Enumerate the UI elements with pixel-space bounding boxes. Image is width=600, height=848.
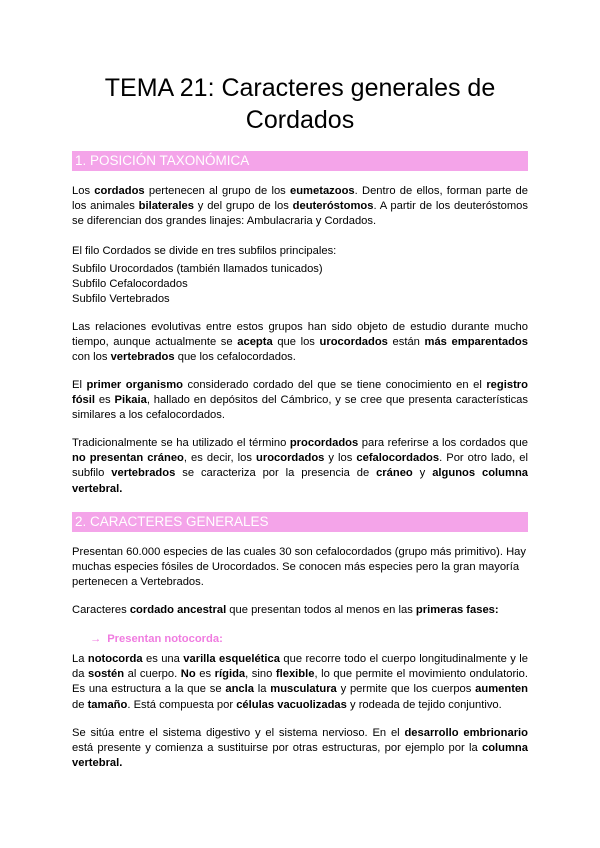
list-item: Subfilo Cefalocordados [72,278,188,291]
paragraph-subfilos-intro: El filo Cordados se divide en tres subfilos principales: [72,245,337,257]
page-title: TEMA 21: Caracteres generales de Cordados [104,74,496,134]
paragraph-desarrollo: Se sitúa entre el sistema digestivo y el sistema nervioso. En el desarrollo embrionario está presente y comienza a sustituirse por otras estructuras, por ejemplo por la columna vertebral. [72,727,528,770]
section-heading-caracteres-generales: 2. CARACTERES GENERALES [72,512,528,532]
section-heading-posicion-taxonomica: 1. POSICIÓN TAXONÓMICA [72,151,528,171]
paragraph-notocorda: La notocorda es una varilla esquelética que recorre todo el cuerpo longitudinalmente y le da sostén al cuerpo. No es rígida, sino flexible, lo que permite el movimiento ondulatorio. Es una estructura a la que se ancla la musculatura y permite que los cuerpos aumenten de tamaño. Está compuesta por células vacuolizadas y rodeada de tejido conjuntivo. [72,653,528,711]
paragraph-especies: Presentan 60.000 especies de las cuales 30 son cefalocordados (grupo más primitivo). Hay muchas especies fósiles de Urocordados. Se conocen más especies pero la gran mayoría pertenecen a Vertebrados. [72,546,526,589]
paragraph-pikaia: El primer organismo considerado cordado del que se tiene conocimiento en el registro fósil es Pikaia, hallado en depósitos del Cámbrico, y se cree que presenta características similares a los cefalocordados. [72,379,528,422]
paragraph-intro: Los cordados pertenecen al grupo de los eumetazoos. Dentro de ellos, forman parte de los animales bilaterales y del grupo de los deuteróstomos. A partir de los deuteróstomos se diferencian dos grandes linajes: Ambulacraria y Cordados. [72,185,528,228]
paragraph-procordados: Tradicionalmente se ha utilizado el término procordados para referirse a los cordados que no presentan cráneo, es decir, los urocordados y los cefalocordados. Por otro lado, el subfilo vertebrados se caracteriza por la presencia de cráneo y algunos columna vertebral. [72,437,529,495]
paragraph-relaciones: Las relaciones evolutivas entre estos grupos han sido objeto de estudio durante mucho tiempo, aunque actualmente se acepta que los urocordados están más emparentados con los vertebrados que los cefalocordados. [72,321,528,364]
arrow-right-icon: → [90,633,102,645]
sub-heading-notocorda: → Presentan notocorda: [90,633,223,645]
subfilos-list [72,262,528,308]
list-item: Subfilo Vertebrados [72,293,170,306]
paragraph-cordado-ancestral: Caracteres cordado ancestral que presentan todos al menos en las primeras fases: [72,604,499,616]
list-item: Subfilo Urocordados (también llamados tunicados) [72,263,323,275]
